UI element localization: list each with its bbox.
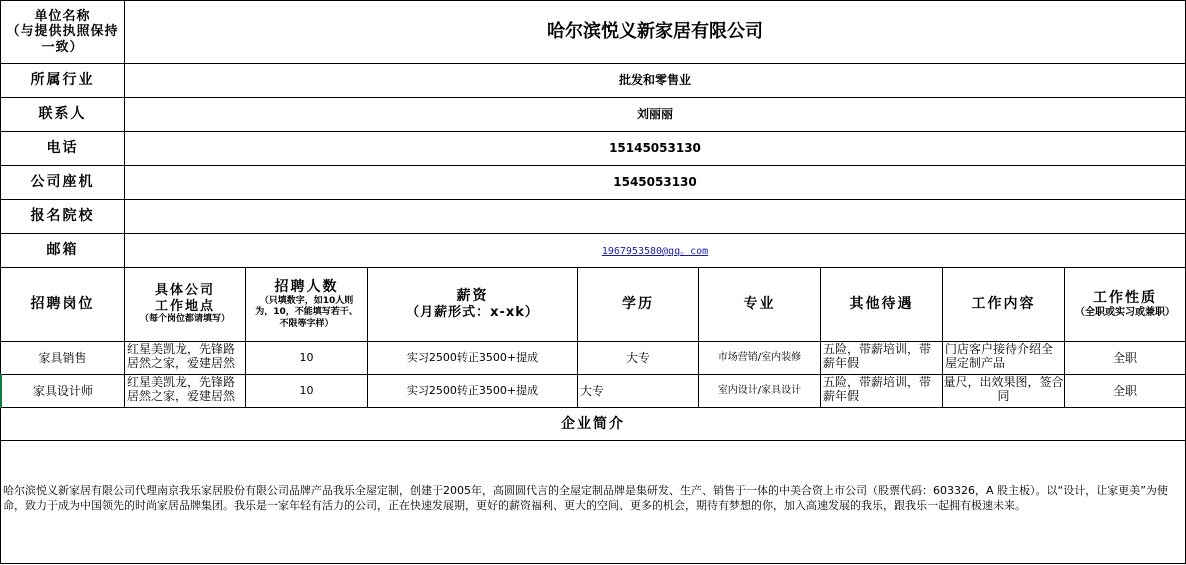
table-row-1-location[interactable]: 红星美凯龙，先锋路居然之家，爱建居然 xyxy=(127,342,236,371)
table-row-2-count[interactable]: 10 xyxy=(299,384,314,398)
header-type xyxy=(1065,268,1185,341)
contact-label: 联系人 xyxy=(38,106,87,123)
header-type-note: （全职或实习或兼职） xyxy=(1075,306,1175,318)
company-intro-text[interactable]: 哈尔滨悦义新家居有限公司代理南京我乐家居股份有限公司品牌产品我乐全屋定制，创建于2005年，高圆圆代言的全屋定制品牌是集研发、生产、销售于一体的中美合资上市公司（股票代码：603326，A 股主板）。以“设计，让家更美”为使命，致力于成为中国领先的时尚家居品牌集团。我乐是一家年轻有活力的公司，正在快速发展期，更好的薪资福利、更大的空间、更多的机会，期待有梦想的你，加入高速发展的我乐，跟我乐一起拥有极速未来。 xyxy=(3,484,1168,512)
company-name-value[interactable]: 哈尔滨悦义新家居有限公司 xyxy=(547,21,763,43)
school-label: 报名院校 xyxy=(30,208,95,225)
phone-label: 电话 xyxy=(46,140,79,157)
school-value[interactable] xyxy=(125,200,1185,233)
table-row-2-position[interactable]: 家具设计师 xyxy=(32,383,93,398)
contact-value[interactable]: 刘丽丽 xyxy=(636,107,673,122)
company-name-label: 单位名称 （与提供执照保持一致） xyxy=(6,8,119,55)
header-salary-title: 薪资 xyxy=(456,288,489,305)
header-salary xyxy=(368,268,577,341)
header-salary-note: （月薪形式：x-xk） xyxy=(406,305,539,321)
table-row-1-count[interactable]: 10 xyxy=(299,351,314,365)
table-row-2-major[interactable]: 室内设计/家具设计 xyxy=(717,385,802,396)
header-major: 专业 xyxy=(743,296,776,313)
phone-value[interactable]: 15145053130 xyxy=(609,141,701,156)
table-row-1-type[interactable]: 全职 xyxy=(1112,350,1137,365)
industry-label: 所属行业 xyxy=(30,72,95,89)
table-row-2-salary[interactable]: 实习2500转正3500+提成 xyxy=(406,384,539,398)
header-count-note: （只填数字，如10人则为，10，不能填写若干、不限等字样） xyxy=(255,296,358,329)
header-position: 招聘岗位 xyxy=(30,296,95,313)
header-location-title: 具体公司 工作地点 xyxy=(154,283,215,314)
header-location-note: （每个岗位都请填写） xyxy=(139,314,230,325)
header-count xyxy=(246,268,367,341)
table-row-2-education[interactable]: 大专 xyxy=(580,383,605,398)
landline-label: 公司座机 xyxy=(30,174,95,191)
table-row-1-benefits[interactable]: 五险，带薪培训，带薪年假 xyxy=(823,342,932,371)
header-location xyxy=(125,268,245,341)
header-benefits: 其他待遇 xyxy=(849,296,914,313)
table-row-2-type[interactable]: 全职 xyxy=(1112,383,1137,398)
header-duties: 工作内容 xyxy=(971,296,1036,313)
table-row-1-duties[interactable]: 门店客户接待介绍全屋定制产品 xyxy=(945,342,1054,371)
table-row-2-duties[interactable]: 量尺，出效果图，签合同 xyxy=(943,375,1064,404)
email-label: 邮箱 xyxy=(46,242,79,259)
table-row-2-benefits[interactable]: 五险，带薪培训，带薪年假 xyxy=(823,375,932,404)
email-cell[interactable] xyxy=(125,234,1185,267)
header-type-title: 工作性质 xyxy=(1093,289,1157,306)
email-link[interactable]: 1967953580@qq。com xyxy=(601,246,709,257)
table-row-1-position[interactable]: 家具销售 xyxy=(38,350,87,365)
intro-heading: 企业简介 xyxy=(561,415,625,432)
table-row-1-education[interactable]: 大专 xyxy=(625,350,650,365)
landline-value[interactable]: 1545053130 xyxy=(613,175,697,190)
table-row-2-location[interactable]: 红星美凯龙，先锋路居然之家，爱建居然 xyxy=(127,375,236,404)
table-row-1-major[interactable]: 市场营销/室内装修 xyxy=(717,352,802,363)
table-row-1-salary[interactable]: 实习2500转正3500+提成 xyxy=(406,351,539,365)
industry-value[interactable]: 批发和零售业 xyxy=(618,73,691,88)
header-count-title: 招聘人数 xyxy=(274,279,339,296)
header-education: 学历 xyxy=(622,296,654,313)
